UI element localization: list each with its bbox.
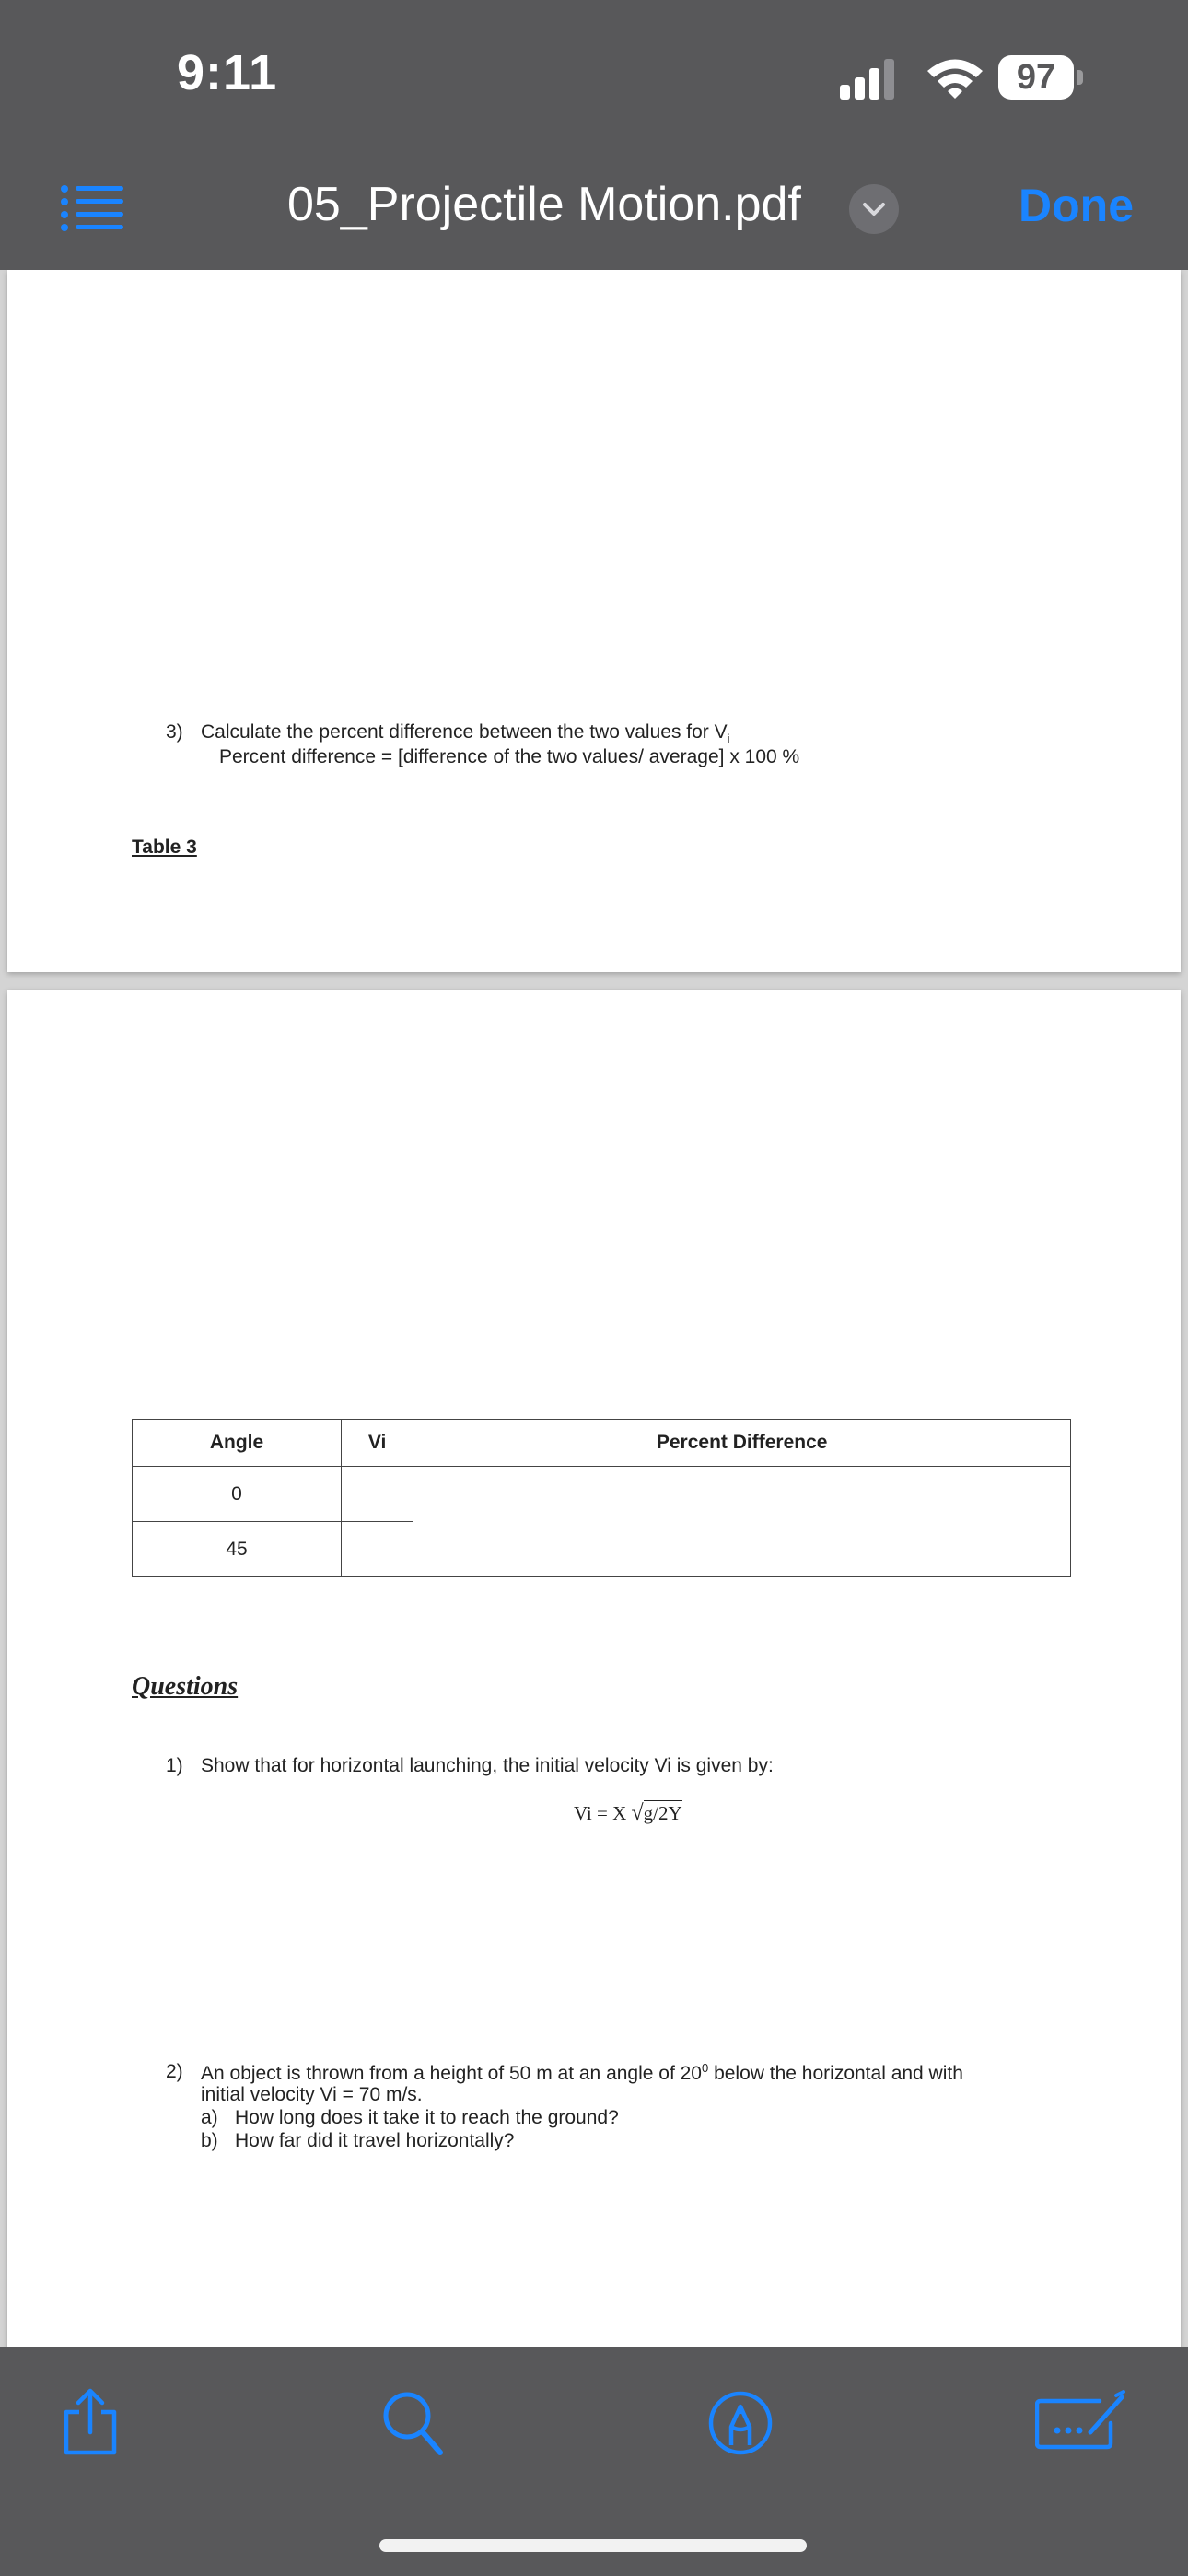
pdf-viewer[interactable] bbox=[0, 270, 1188, 2347]
pdf-page-2 bbox=[7, 990, 1181, 2347]
share-icon[interactable] bbox=[59, 2388, 122, 2458]
chevron-down-icon bbox=[849, 184, 899, 234]
battery-icon bbox=[998, 55, 1087, 101]
questions-heading: Questions bbox=[132, 1672, 239, 1701]
done-button[interactable]: Done bbox=[1019, 180, 1134, 231]
table-header-row bbox=[133, 1420, 1071, 1467]
question-2-line-1: An object is thrown from a height of 50 m at an angle of $20^0$ below the horizontal and with bbox=[201, 2061, 963, 2084]
title-menu-button[interactable] bbox=[849, 184, 899, 234]
document-title[interactable]: 05_Projectile Motion.pdf bbox=[287, 178, 801, 231]
battery-level: 97 bbox=[1016, 58, 1056, 97]
signal-icon bbox=[840, 59, 897, 100]
status-time: 9:11 bbox=[177, 45, 278, 100]
item-3-text: Calculate the percent difference between the two values for $V_i$ bbox=[201, 721, 730, 746]
wifi-icon bbox=[925, 55, 985, 100]
signature-icon[interactable] bbox=[1035, 2390, 1127, 2451]
question-2-line-2: initial velocity Vi = 70 m/s. bbox=[201, 2084, 423, 2105]
results-table bbox=[132, 1419, 1071, 1577]
header-vi: Vi bbox=[342, 1420, 413, 1467]
item-3-number: 3) bbox=[166, 721, 183, 743]
cell-angle: 45 bbox=[133, 1522, 342, 1577]
question-2-number: 2) bbox=[166, 2061, 183, 2082]
question-1-text: Show that for horizontal launching, the initial velocity Vi is given by: bbox=[201, 1755, 774, 1776]
list-icon[interactable] bbox=[61, 184, 123, 232]
question-2a-label: a) bbox=[201, 2107, 218, 2128]
table-row bbox=[133, 1467, 1071, 1522]
cell-angle: 0 bbox=[133, 1467, 342, 1522]
question-2a-text: How long does it take it to reach the ground? bbox=[235, 2107, 619, 2128]
question-2b-label: b) bbox=[201, 2130, 218, 2151]
home-indicator[interactable] bbox=[379, 2539, 807, 2552]
question-1-number: 1) bbox=[166, 1755, 183, 1776]
question-2b-text: How far did it travel horizontally? bbox=[235, 2130, 515, 2151]
search-icon[interactable] bbox=[379, 2388, 446, 2458]
question-1-formula: Vi = X √g/2Y bbox=[574, 1801, 682, 1825]
cell-vi bbox=[342, 1467, 413, 1522]
cell-vi bbox=[342, 1522, 413, 1577]
item-3-formula: Percent difference = [difference of the two values/ average] x 100 % bbox=[219, 746, 800, 767]
header-percent-difference: Percent Difference bbox=[413, 1420, 1071, 1467]
status-bar bbox=[0, 0, 1188, 138]
header-angle: Angle bbox=[133, 1420, 342, 1467]
pdf-page-1 bbox=[7, 270, 1181, 972]
table-label: Table 3 bbox=[132, 837, 197, 858]
markup-icon[interactable] bbox=[707, 2390, 774, 2456]
cell-percent-difference bbox=[413, 1467, 1071, 1577]
